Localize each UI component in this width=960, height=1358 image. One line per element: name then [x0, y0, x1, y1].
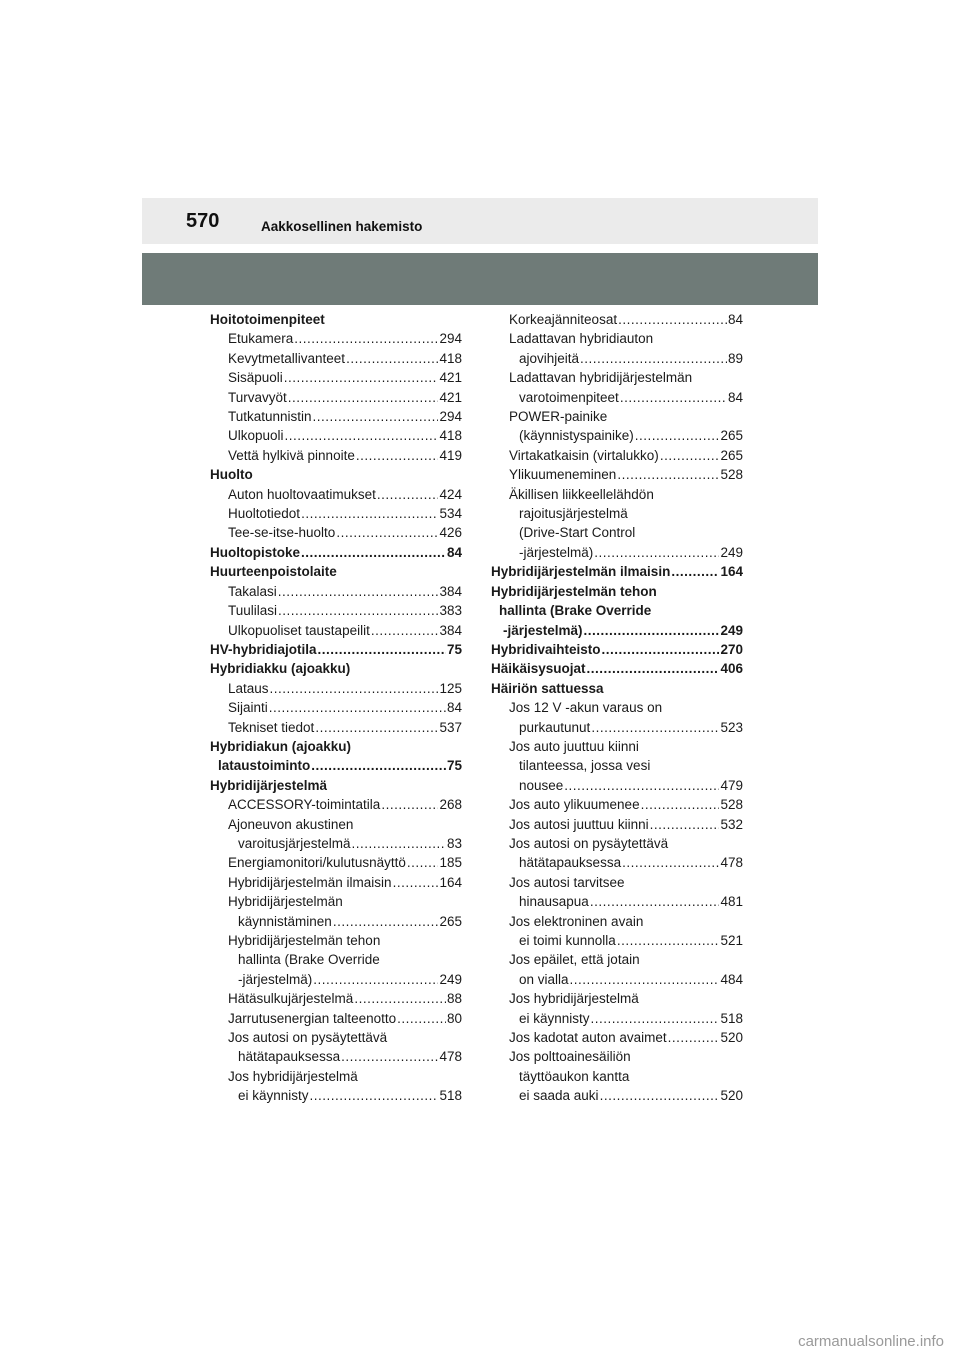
index-page-number: 84 [446, 544, 462, 560]
index-entry [491, 795, 743, 814]
index-entry-text: -järjestelmä) [503, 622, 583, 638]
dot-leader [635, 426, 720, 445]
index-entry [210, 349, 462, 368]
dot-leader [590, 892, 720, 911]
index-entry [491, 621, 743, 640]
index-entry [491, 562, 743, 581]
index-page-number: 83 [446, 835, 462, 851]
dot-leader [315, 718, 438, 737]
index-page-number: 406 [720, 661, 743, 677]
index-entry [210, 504, 462, 523]
index-page-number: 418 [439, 350, 462, 366]
index-page-number: 265 [720, 447, 743, 463]
index-entry-text: Etukamera [228, 331, 294, 347]
dot-leader [313, 407, 439, 426]
dot-leader [671, 562, 719, 581]
index-entry [491, 718, 743, 737]
index-heading: Hybridijärjestelmä [210, 777, 328, 793]
dot-leader [397, 1009, 446, 1028]
index-entry-text: Hybridijärjestelmän ilmaisin [491, 564, 671, 580]
dot-leader [341, 1047, 438, 1066]
index-page-number: 294 [439, 409, 462, 425]
index-entry [491, 970, 743, 989]
index-entry-text: Tutkatunnistin [228, 409, 312, 425]
index-page-number: 84 [446, 700, 462, 716]
index-entry [491, 1086, 743, 1105]
index-heading: Ladattavan hybridijärjestelmän [509, 370, 693, 386]
index-entry [210, 388, 462, 407]
dot-leader [587, 659, 720, 678]
index-page-number: 125 [439, 680, 462, 696]
index-entry [210, 989, 462, 1008]
index-page-number: 384 [439, 583, 462, 599]
index-page-number: 88 [446, 991, 462, 1007]
index-entry-text: Takalasi [228, 583, 277, 599]
index-heading: Huolto [210, 467, 253, 483]
index-entry [491, 543, 743, 562]
index-page-number: 478 [720, 855, 743, 871]
index-entry-text: Lataus [228, 680, 269, 696]
index-page-number: 383 [439, 603, 462, 619]
index-entry-text: varoitusjärjestelmä [238, 835, 351, 851]
index-entry-text: Jos auto ylikuumenee [509, 797, 640, 813]
index-entry-text: Hätäsulkujärjestelmä [228, 991, 354, 1007]
index-heading: Jos hybridijärjestelmä [509, 991, 639, 1007]
index-heading: Hybridiakku (ajoakku) [210, 661, 351, 677]
index-entry [210, 407, 462, 426]
index-heading: Hoitotoimenpiteet [210, 312, 325, 327]
index-entry-text: hätätapauksessa [238, 1049, 341, 1065]
index-entry [210, 679, 462, 698]
header-title: Aakkosellinen hakemisto [261, 219, 423, 234]
index-entry [210, 698, 462, 717]
dot-leader [288, 388, 439, 407]
index-entry-text: Tuulilasi [228, 603, 278, 619]
index-entry-text: Huoltotiedot [228, 506, 301, 522]
index-entry [491, 931, 743, 950]
footer-watermark: carmanualsonline.info [798, 1333, 944, 1350]
index-heading: Jos autosi tarvitsee [509, 874, 625, 890]
index-heading: Jos 12 V -akun varaus on [509, 700, 663, 716]
index-page-number: 528 [720, 467, 743, 483]
index-entry-text: ajovihjeitä [519, 350, 580, 366]
index-entry [210, 621, 462, 640]
index-page-number: 249 [439, 971, 462, 987]
index-heading: (Drive-Start Control [519, 525, 636, 541]
dot-leader [407, 853, 439, 872]
dot-leader [371, 621, 439, 640]
index-entry [491, 1009, 743, 1028]
dot-leader [284, 368, 439, 387]
index-page-number: 532 [720, 816, 743, 832]
index-page-number: 478 [439, 1049, 462, 1065]
index-heading: Jos epäilet, että jotain [509, 952, 640, 968]
index-entry-text: Huoltopistoke [210, 544, 300, 560]
index-entry [210, 426, 462, 445]
dot-leader [618, 310, 727, 329]
index-entry [210, 329, 462, 348]
dot-leader [584, 621, 720, 640]
index-page-number: 523 [720, 719, 743, 735]
index-page-number: 424 [439, 486, 462, 502]
index-entry [491, 1028, 743, 1047]
index-page-number: 518 [439, 1088, 462, 1104]
index-entry-text: Kevytmetallivanteet [228, 350, 346, 366]
index-heading: Jos autosi on pysäytettävä [228, 1030, 388, 1046]
index-heading: Jos auto juuttuu kiinni [509, 738, 639, 754]
index-page-number: 75 [446, 758, 462, 774]
dot-leader [393, 873, 439, 892]
index-entry [210, 873, 462, 892]
index-page-number: 84 [727, 389, 743, 405]
index-entry-text: käynnistäminen [238, 913, 332, 929]
index-heading: Jos polttoainesäiliön [509, 1049, 631, 1065]
dot-leader [591, 718, 719, 737]
index-page-number: 265 [439, 913, 462, 929]
dot-leader [352, 834, 446, 853]
index-entry-text: Ulkopuoli [228, 428, 284, 444]
index-page-number: 270 [720, 641, 743, 657]
index-heading: Hybridijärjestelmän [228, 894, 343, 910]
index-entry-text: Auton huoltovaatimukset [228, 486, 376, 502]
index-heading: tilanteessa, jossa vesi [519, 758, 651, 774]
index-entry [491, 853, 743, 872]
index-heading: Ajoneuvon akustinen [228, 816, 354, 832]
dot-leader [580, 349, 727, 368]
index-entry [210, 970, 462, 989]
dot-leader [377, 485, 439, 504]
index-entry [210, 912, 462, 931]
index-entry [210, 523, 462, 542]
index-heading: POWER-painike [509, 409, 608, 425]
index-page-number: 528 [720, 797, 743, 813]
dot-leader [269, 698, 446, 717]
dot-leader [668, 1028, 720, 1047]
dot-leader [594, 543, 719, 562]
index-entry-text: ei saada auki [519, 1088, 599, 1104]
index-entry [210, 756, 462, 775]
index-entry-text: Sijainti [228, 700, 268, 716]
index-entry [491, 446, 743, 465]
index-entry [491, 892, 743, 911]
index-entry [210, 834, 462, 853]
index-entry-text: Häikäisysuojat [491, 661, 586, 677]
index-column-right [491, 310, 743, 1106]
index-entry [491, 640, 743, 659]
index-heading: Häiriön sattuessa [491, 680, 604, 696]
dot-leader [333, 912, 439, 931]
index-heading: rajoitusjärjestelmä [519, 506, 628, 522]
dot-leader [570, 970, 720, 989]
index-heading: Ladattavan hybridiauton [509, 331, 654, 347]
dot-leader [278, 582, 439, 601]
index-entry-text: purkautunut [519, 719, 591, 735]
dot-leader [311, 756, 446, 775]
index-page-number: 421 [439, 389, 462, 405]
dot-leader [285, 426, 439, 445]
index-page-number: 520 [720, 1088, 743, 1104]
index-entry-text: Energiamonitori/kulutusnäyttö [228, 855, 406, 871]
index-heading: Hybridijärjestelmän tehon [228, 933, 381, 948]
dot-leader [591, 1009, 720, 1028]
index-page-number: 268 [439, 797, 462, 813]
index-entry [210, 1086, 462, 1105]
index-entry [491, 426, 743, 445]
index-entry [210, 718, 462, 737]
index-entry-text: hinausapua [519, 894, 589, 910]
index-entry-text: Vettä hylkivä pinnoite [228, 447, 355, 463]
index-entry [210, 485, 462, 504]
index-page-number: 419 [439, 447, 462, 463]
index-heading: Jos elektroninen avain [509, 913, 644, 929]
dot-leader [294, 329, 438, 348]
index-entry-text: Jos autosi juuttuu kiinni [509, 816, 649, 832]
index-page-number: 520 [720, 1030, 743, 1046]
index-page-number: 75 [446, 641, 462, 657]
index-entry [210, 601, 462, 620]
header-band [142, 198, 818, 244]
index-entry-text: Sisäpuoli [228, 370, 283, 386]
index-entry [210, 1009, 462, 1028]
dot-leader [617, 931, 720, 950]
dot-leader [660, 446, 720, 465]
dot-leader [617, 465, 719, 484]
dot-leader [602, 640, 720, 659]
index-entry-text: nousee [519, 777, 564, 793]
index-entry [491, 465, 743, 484]
section-banner [142, 253, 818, 305]
dot-leader [313, 970, 438, 989]
index-entry [491, 659, 743, 678]
index-page-number: 164 [439, 874, 462, 890]
index-page-number: 89 [727, 350, 743, 366]
dot-leader [354, 989, 446, 1008]
dot-leader [564, 776, 719, 795]
index-page-number: 479 [720, 777, 743, 793]
dot-leader [650, 815, 720, 834]
index-entry-text: Tekniset tiedot [228, 719, 315, 735]
dot-leader [318, 640, 446, 659]
index-page-number: 249 [720, 544, 743, 560]
dot-leader [600, 1086, 720, 1105]
index-entry-text: lataustoiminto [218, 758, 311, 774]
dot-leader [620, 388, 727, 407]
dot-leader [346, 349, 438, 368]
index-entry-text: ei toimi kunnolla [519, 933, 616, 948]
index-heading: Hybridijärjestelmän tehon [491, 583, 657, 599]
index-page-number: 185 [439, 855, 462, 871]
index-page-number: 384 [439, 622, 462, 638]
index-entry-text: Jos kadotat auton avaimet [509, 1030, 667, 1046]
dot-leader [310, 1086, 439, 1105]
dot-leader [336, 523, 438, 542]
index-entry [210, 543, 462, 562]
index-entry [491, 776, 743, 795]
index-page-number: 294 [439, 331, 462, 347]
index-page-number: 521 [720, 933, 743, 948]
dot-leader [278, 601, 438, 620]
index-heading: hallinta (Brake Override [238, 952, 380, 968]
index-entry-text: on vialla [519, 971, 569, 987]
dot-leader [301, 543, 446, 562]
index-entry-text: HV-hybridiajotila [210, 641, 317, 657]
index-entry-text: -järjestelmä) [519, 544, 594, 560]
index-heading: täyttöaukon kantta [519, 1068, 630, 1084]
index-entry-text: Tee-se-itse-huolto [228, 525, 336, 541]
index-entry [210, 640, 462, 659]
index-entry-text: (käynnistyspainike) [519, 428, 634, 444]
index-page-number: 537 [439, 719, 462, 735]
index-page-number: 518 [720, 1010, 743, 1026]
index-page-number: 249 [720, 622, 743, 638]
index-entry [210, 368, 462, 387]
index-entry-text: Ylikuumeneminen [509, 467, 617, 483]
page-number: 570 [186, 210, 220, 232]
index-column-left [210, 310, 462, 1106]
dot-leader [270, 679, 439, 698]
index-page-number: 164 [720, 564, 743, 580]
index-entry-text: hätätapauksessa [519, 855, 622, 871]
index-entry-text: ei käynnisty [519, 1010, 590, 1026]
index-entry-text: Korkeajänniteosat [509, 312, 618, 327]
index-entry-text: Ulkopuoliset taustapeilit [228, 622, 370, 638]
dot-leader [301, 504, 438, 523]
index-entry [491, 349, 743, 368]
index-heading: hallinta (Brake Override [499, 603, 652, 619]
index-page-number: 426 [439, 525, 462, 541]
index-entry-text: Virtakatkaisin (virtalukko) [509, 447, 659, 463]
index-page-number: 418 [439, 428, 462, 444]
index-page-number: 80 [446, 1010, 462, 1026]
index-entry [210, 582, 462, 601]
index-entry [210, 795, 462, 814]
index-heading: Jos hybridijärjestelmä [228, 1068, 358, 1084]
index-page-number: 484 [720, 971, 743, 987]
index-entry-text: ei käynnisty [238, 1088, 309, 1104]
index-entry-text: Jarrutusenergian talteenotto [228, 1010, 397, 1026]
index-entry [210, 853, 462, 872]
dot-leader [381, 795, 438, 814]
index-heading: Hybridiakun (ajoakku) [210, 738, 352, 754]
index-entry [210, 446, 462, 465]
index-entry [491, 388, 743, 407]
index-entry [491, 815, 743, 834]
index-page-number: 421 [439, 370, 462, 386]
index-entry-text: Hybridivaihteisto [491, 641, 601, 657]
index-heading: Jos autosi on pysäytettävä [509, 835, 669, 851]
index-heading: Huurteenpoistolaite [210, 564, 337, 580]
dot-leader [356, 446, 439, 465]
index-page-number: 481 [720, 894, 743, 910]
index-heading: Äkillisen liikkeellelähdön [509, 486, 654, 502]
index-entry-text: varotoimenpiteet [519, 389, 619, 405]
index-entry-text: -järjestelmä) [238, 971, 313, 987]
index-page-number: 265 [720, 428, 743, 444]
index-entry-text: ACCESSORY-toimintatila [228, 797, 381, 813]
index-entry [210, 1047, 462, 1066]
index-entry-text: Hybridijärjestelmän ilmaisin [228, 874, 392, 890]
index-entry [491, 310, 743, 329]
index-page-number: 534 [439, 506, 462, 522]
dot-leader [622, 853, 719, 872]
dot-leader [641, 795, 720, 814]
index-page-number: 84 [727, 312, 743, 327]
index-entry-text: Turvavyöt [228, 389, 287, 405]
